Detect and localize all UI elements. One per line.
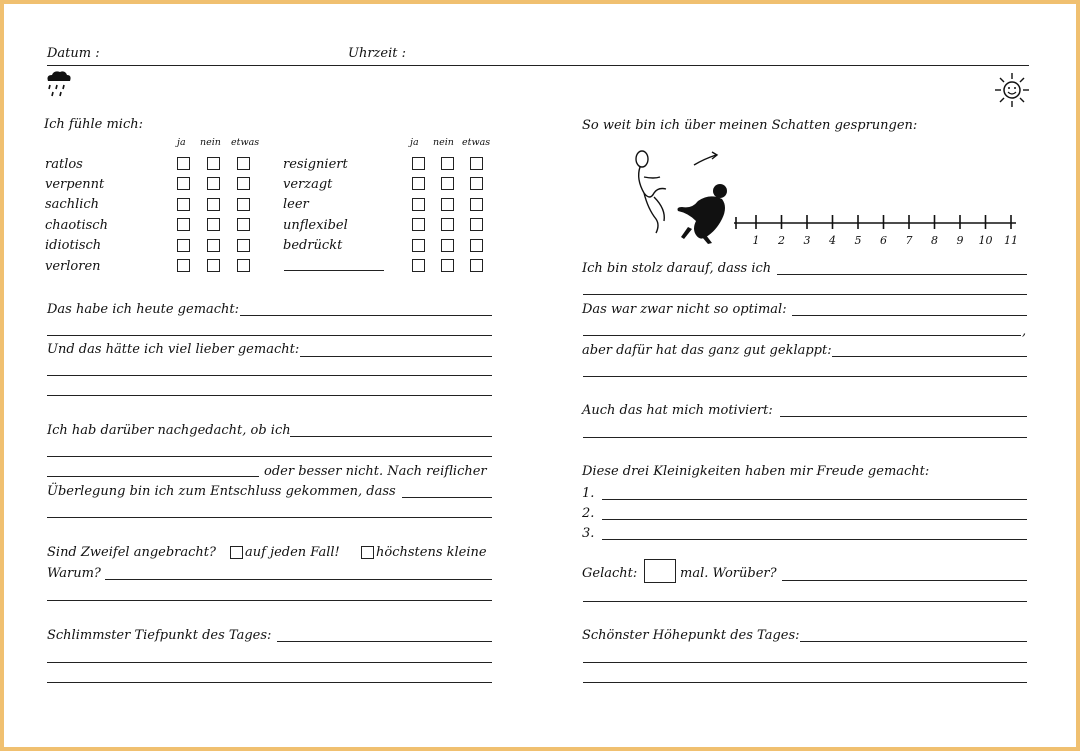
mood-checkbox[interactable] (470, 177, 483, 190)
answer-line[interactable] (290, 436, 492, 437)
sun-icon (994, 72, 1030, 108)
doubt-checkbox-yes[interactable] (230, 546, 243, 559)
answer-line[interactable] (583, 437, 1027, 438)
time-label: Uhrzeit : (348, 46, 406, 61)
list-number: 1. (582, 486, 595, 501)
scale-number: 3 (803, 234, 811, 247)
thought-about-label: Ich hab darüber nachgedacht, ob ich (47, 423, 291, 438)
worksheet (4, 4, 1076, 747)
mood-checkbox[interactable] (412, 157, 425, 170)
low-point-label: Schlimmster Tiefpunkt des Tages: (47, 628, 272, 643)
mood-checkbox[interactable] (207, 259, 220, 272)
answer-line[interactable] (300, 356, 492, 357)
col-nein-left: nein (200, 137, 221, 148)
today-done-label: Das habe ich heute gemacht: (47, 302, 240, 317)
shadow-jump-illustration (626, 149, 736, 244)
scale-number: 11 (1004, 234, 1018, 247)
scale-number: 4 (829, 234, 836, 247)
mood-checkbox[interactable] (441, 198, 454, 211)
scale-number: 10 (978, 234, 993, 247)
mood-item: resigniert (283, 157, 348, 172)
col-nein-right: nein (433, 137, 454, 148)
high-point-label: Schönster Höhepunkt des Tages: (582, 628, 800, 643)
answer-line[interactable] (782, 580, 1027, 581)
mood-checkbox[interactable] (441, 239, 454, 252)
mood-checkbox[interactable] (412, 218, 425, 231)
mood-checkbox[interactable] (470, 259, 483, 272)
mood-checkbox[interactable] (177, 157, 190, 170)
col-etwas-right: etwas (462, 137, 491, 148)
mood-checkbox[interactable] (207, 177, 220, 190)
three-things-label: Diese drei Kleinigkeiten haben mir Freude gemacht: (582, 464, 930, 479)
answer-line[interactable] (832, 356, 1027, 357)
why-label: Warum? (47, 566, 101, 581)
answer-line[interactable] (47, 662, 492, 663)
mood-checkbox[interactable] (207, 157, 220, 170)
mood-checkbox[interactable] (207, 198, 220, 211)
mood-checkbox[interactable] (441, 177, 454, 190)
answer-line[interactable] (583, 682, 1027, 683)
mood-checkbox[interactable] (412, 239, 425, 252)
mood-checkbox[interactable] (177, 239, 190, 252)
mood-checkbox[interactable] (412, 259, 425, 272)
mood-item: verloren (45, 259, 101, 274)
jump-scale (734, 211, 1024, 247)
mood-item: verzagt (283, 177, 333, 192)
col-etwas-left: etwas (231, 137, 260, 148)
motivated-label: Auch das hat mich motiviert: (582, 403, 773, 418)
mood-checkbox[interactable] (441, 157, 454, 170)
scale-number: 8 (931, 234, 938, 247)
mood-item: chaotisch (45, 218, 108, 233)
answer-line[interactable] (47, 517, 492, 518)
answer-line[interactable] (47, 476, 259, 477)
answer-line[interactable] (47, 335, 492, 336)
answer-line[interactable] (105, 579, 492, 580)
mood-checkbox[interactable] (412, 177, 425, 190)
scale-number: 9 (956, 234, 964, 247)
mood-item: idiotisch (45, 238, 102, 253)
scale-number: 6 (880, 234, 887, 247)
answer-line[interactable] (602, 499, 1027, 500)
answer-line[interactable] (602, 519, 1027, 520)
answer-line[interactable] (777, 274, 1027, 275)
mood-checkbox[interactable] (470, 218, 483, 231)
mood-checkbox[interactable] (470, 198, 483, 211)
consideration-label: Überlegung bin ich zum Entschluss gekommen, dass (47, 484, 396, 499)
answer-line[interactable] (780, 416, 1027, 417)
mood-checkbox[interactable] (412, 198, 425, 211)
answer-line[interactable] (602, 539, 1027, 540)
list-number: 2. (582, 506, 595, 521)
mood-checkbox[interactable] (237, 239, 250, 252)
answer-line[interactable] (583, 294, 1027, 295)
rather-done-label: Und das hätte ich viel lieber gemacht: (47, 342, 300, 357)
mood-checkbox[interactable] (237, 218, 250, 231)
worked-well-label: aber dafür hat das ganz gut geklappt: (582, 343, 832, 358)
mood-item: sachlich (45, 197, 100, 212)
answer-line[interactable] (583, 335, 1021, 336)
answer-line[interactable] (583, 601, 1027, 602)
mood-checkbox[interactable] (177, 198, 190, 211)
proud-label: Ich bin stolz darauf, dass ich (582, 261, 772, 276)
answer-line[interactable] (47, 682, 492, 683)
not-optimal-label: Das war zwar nicht so optimal: (582, 302, 787, 317)
mood-checkbox[interactable] (207, 218, 220, 231)
answer-line[interactable] (402, 497, 492, 498)
answer-line[interactable] (583, 662, 1027, 663)
mood-item: leer (283, 197, 309, 212)
mood-item: ratlos (45, 157, 83, 172)
scale-number: 2 (778, 234, 785, 247)
or-better-not-label: oder besser nicht. Nach reiflicher (264, 464, 487, 479)
answer-line[interactable] (240, 315, 492, 316)
mood-checkbox[interactable] (207, 239, 220, 252)
mood-item: verpennt (45, 177, 105, 192)
comma-mark: , (1022, 324, 1027, 339)
mood-checkbox[interactable] (177, 218, 190, 231)
laughed-label: Gelacht: (582, 566, 638, 581)
answer-line[interactable] (47, 375, 492, 376)
date-label: Datum : (47, 46, 100, 61)
mood-checkbox[interactable] (177, 177, 190, 190)
answer-line[interactable] (800, 641, 1027, 642)
mood-checkbox[interactable] (237, 198, 250, 211)
times-about-label: mal. Worüber? (680, 566, 777, 581)
answer-line[interactable] (583, 376, 1027, 377)
shadow-figure-icon (678, 184, 728, 244)
answer-line[interactable] (792, 315, 1027, 316)
mood-checkbox[interactable] (441, 218, 454, 231)
doubt-option-yes: auf jeden Fall! (245, 545, 340, 560)
doubt-question: Sind Zweifel angebracht? (47, 545, 216, 560)
scale-number: 7 (905, 234, 913, 247)
shadow-title: So weit bin ich über meinen Schatten gesprungen: (582, 118, 918, 133)
header-line (47, 65, 1029, 66)
mood-checkbox[interactable] (470, 157, 483, 170)
mood-item: bedrückt (283, 238, 343, 253)
mood-title: Ich fühle mich: (44, 117, 143, 132)
answer-line[interactable] (47, 456, 492, 457)
doubt-option-small: höchstens kleine (376, 545, 487, 560)
scale-number: 1 (752, 234, 760, 247)
laugh-count-box[interactable] (644, 559, 676, 583)
col-ja-left: ja (177, 137, 186, 148)
mood-checkbox[interactable] (177, 259, 190, 272)
list-number: 3. (582, 526, 595, 541)
answer-line[interactable] (47, 600, 492, 601)
doubt-checkbox-small[interactable] (361, 546, 374, 559)
col-ja-right: ja (410, 137, 419, 148)
mood-checkbox[interactable] (470, 239, 483, 252)
mood-item: unflexibel (283, 218, 348, 233)
mood-checkbox[interactable] (441, 259, 454, 272)
mood-extra-line[interactable] (284, 270, 384, 271)
scale-number: 5 (854, 234, 862, 247)
answer-line[interactable] (277, 641, 492, 642)
rain-cloud-icon (44, 70, 74, 102)
answer-line[interactable] (47, 395, 492, 396)
mood-checkbox[interactable] (237, 177, 250, 190)
mood-checkbox[interactable] (237, 157, 250, 170)
mood-checkbox[interactable] (237, 259, 250, 272)
